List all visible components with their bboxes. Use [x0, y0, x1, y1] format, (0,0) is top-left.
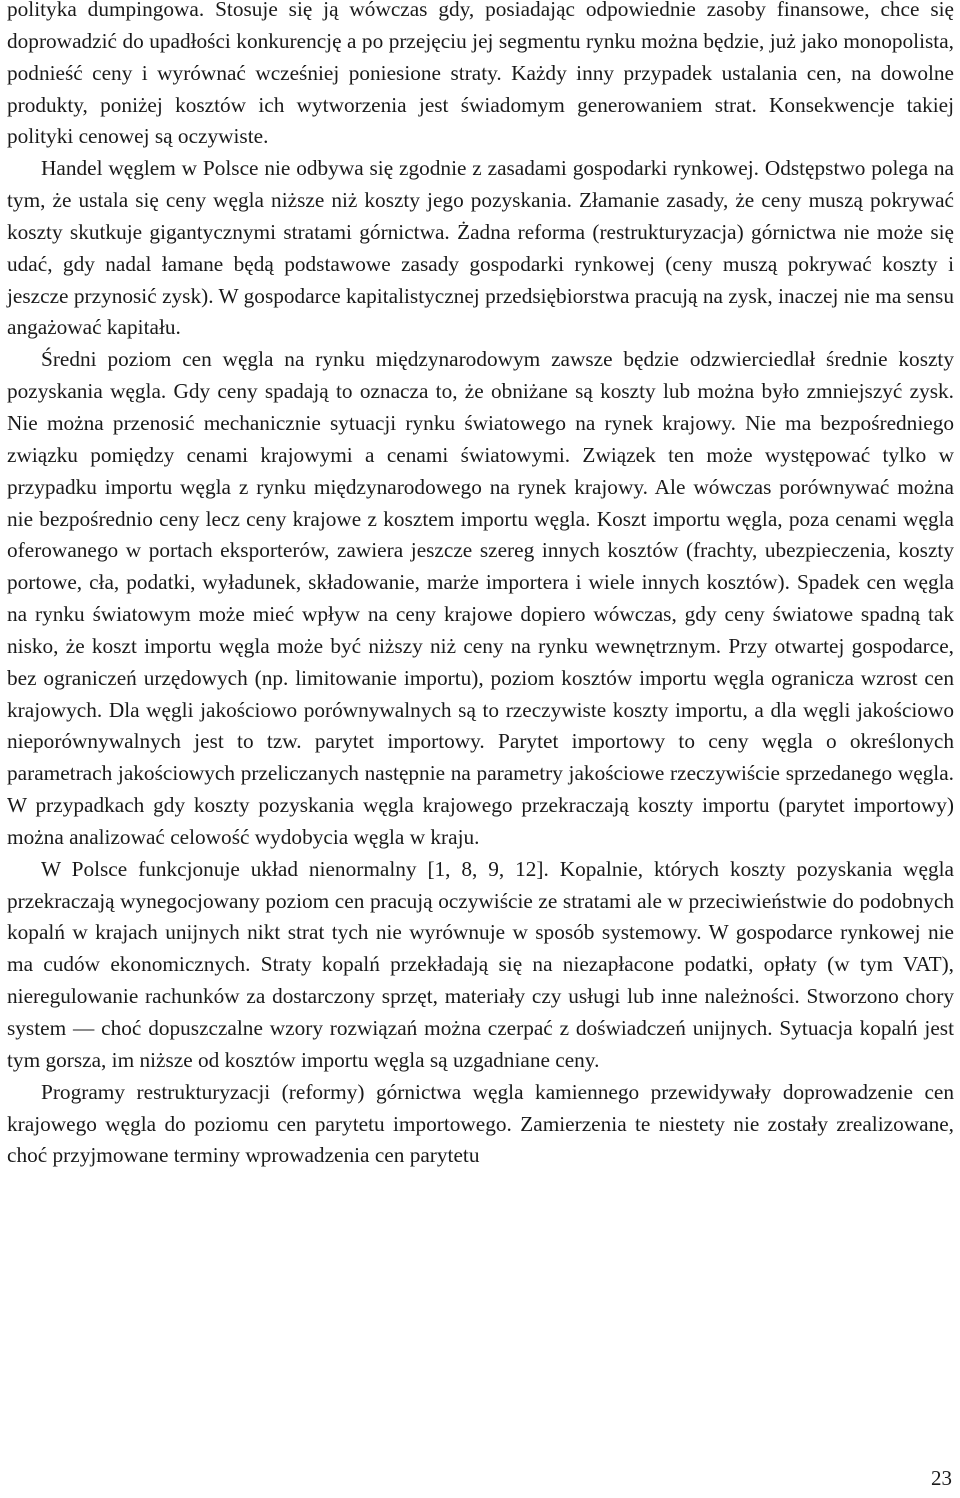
paragraph-world-coal-prices: Średni poziom cen węgla na rynku międzynarodowym zawsze będzie odzwierciedlał średnie koszty pozyskania węgla. Gdy ceny spadają to oznacza to, że obniżane są koszty lub można było zmniejszyć zysk. Nie można przenosić mechanicznie sytuacji rynku światowego na rynek krajowy. Nie ma bezpośredniego związku pomiędzy cenami krajowymi a cenami światowymi. Związek ten może występować tylko w przypadku importu węgla z rynku międzynarodowego na rynek krajowy. Ale wówczas porównywać można nie bezpośrednio ceny lecz ceny krajowe z kosztem importu węgla. Koszt importu węgla, poza cenami węgla oferowanego w portach eksporterów, zawiera jeszcze szereg innych kosztów (frachty, ubezpieczenia, koszty portowe, cła, podatki, wyładunek, składowanie, marże importera i wiele innych kosztów). Spadek cen węgla na rynku światowym może mieć wpływ na ceny krajowe dopiero wówczas, gdy ceny światowe spadną tak nisko, że koszt importu węgla może być niższy niż ceny na rynku wewnętrznym. Przy otwartej gospodarce, bez ograniczeń urzędowych (np. limitowanie importu), poziom kosztów importu węgla ogranicza wzrost cen krajowych. Dla węgli jakościowo porównywalnych są to rzeczywiste koszty importu, a dla węgli jakościowo nieporównywalnych jest to tzw. parytet importowy. Parytet importowy to ceny węgla o określonych parametrach jakościowych przeliczanych następnie na parametry jakościowe rzeczywiście sprzedanego węgla. W przypadkach gdy koszty pozyskania węgla krajowego przekraczają koszty importu (parytet importowy) można analizować celowość wydobycia węgla w kraju. — [7, 347, 954, 849]
paragraph-restructuring-programs: Programy restrukturyzacji (reformy) górnictwa węgla kamiennego przewidywały doprowadzenie cen krajowego węgla do poziomu cen parytetu importowego. Zamierzenia te niestety nie zostały zrealizowane, choć przyjmowane terminy wprowadzenia cen parytetu — [7, 1079, 954, 1168]
document-page — [7, 0, 954, 1172]
paragraph-coal-trade: Handel węglem w Polsce nie odbywa się zgodnie z zasadami gospodarki rynkowej. Odstępstwo polega na tym, że ustala się ceny węgla niższe niż koszty jego pozyskania. Złamanie zasady, że ceny muszą pokrywać koszty skutkuje gigantycznymi stratami górnictwa. Żadna reforma (restrukturyzacja) górnictwa nie może się udać, gdy nadal łamane będą podstawowe zasady gospodarki rynkowej (ceny muszą pokrywać koszty i jeszcze przynosić zysk). W gospodarce kapitalistycznej przedsiębiorstwa pracują na zysk, inaczej nie ma sensu angażować kapitału. — [7, 156, 954, 340]
page-number: 23 — [931, 1466, 952, 1490]
paragraph-dumping-policy: polityka dumpingowa. Stosuje się ją wówczas gdy, posiadając odpowiednie zasoby finansowe, chce się doprowadzić do upadłości konkurencję a po przejęciu jej segmentu rynku można będzie, już jako monopolista, podnieść ceny i wyrównać wcześniej poniesione straty. Każdy inny przypadek ustalania cen, na dowolne produkty, poniżej kosztów ich wytworzenia jest świadomym generowaniem strat. Konsekwencje takiej polityki cenowej są oczywiste. — [7, 0, 954, 149]
paragraph-abnormal-system: W Polsce funkcjonuje układ nienormalny [1, 8, 9, 12]. Kopalnie, których koszty pozyskania węgla przekraczają wynegocjowany poziom cen pracują oczywiście ze stratami ale w przeciwieństwie do podobnych kopalń w krajach unijnych nikt strat tych nie wyrównuje w sposób systemowy. W gospodarce rynkowej nie ma cudów ekonomicznych. Straty kopalń przekładają się na niezapłacone podatki, opłaty (w tym VAT), nieregulowanie rachunków za dostarczony sprzęt, materiały czy usługi lub inne należności. Stworzono chory system — choć dopuszczalne wzory rozwiązań można czerpać z doświadczeń unijnych. Sytuacja kopalń jest tym gorsza, im niższe od kosztów importu węgla są uzgadniane ceny. — [7, 856, 954, 1072]
